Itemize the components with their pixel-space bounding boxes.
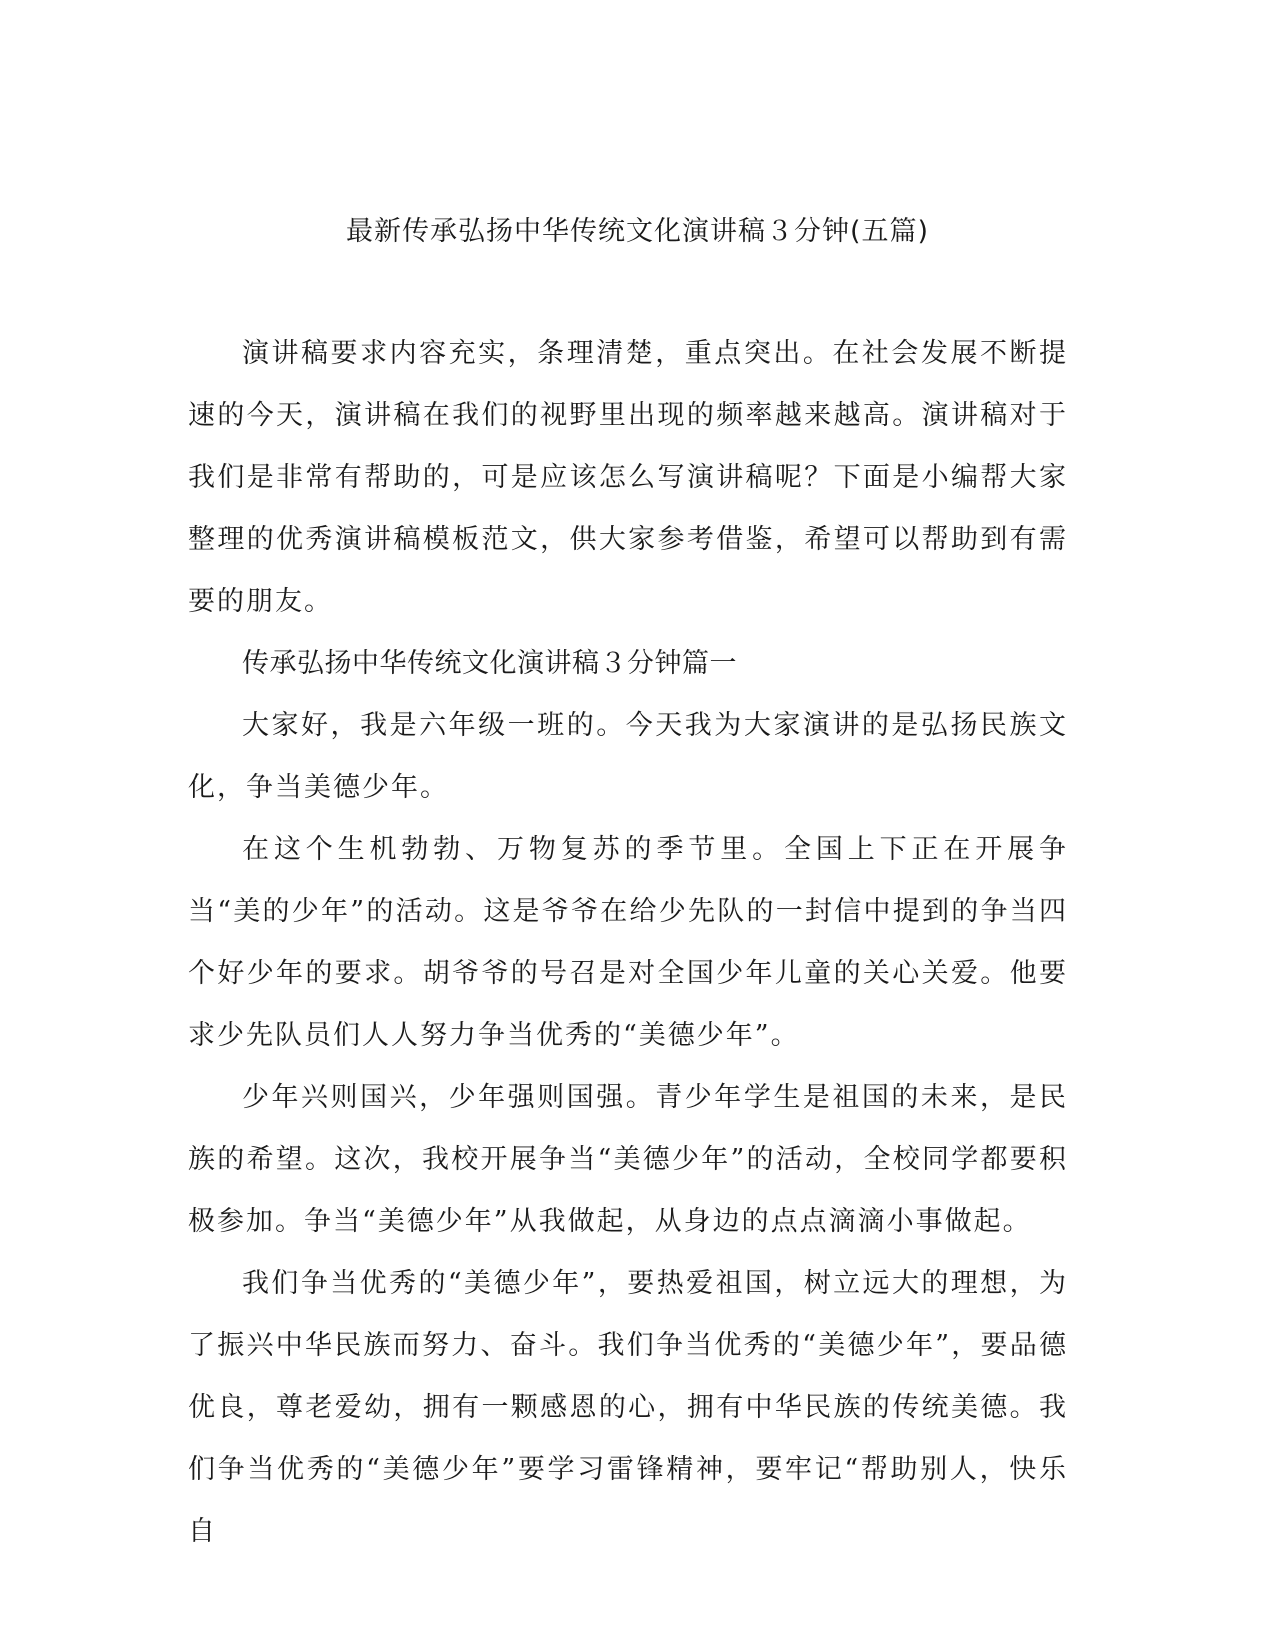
- body-paragraph: 在这个生机勃勃、万物复苏的季节里。全国上下正在开展争当“美的少年”的活动。这是爷爷在给少先队的一封信中提到的争当四个好少年的要求。胡爷爷的号召是对全国少年儿童的关心关爱。他要求少先队员们人人努力争当优秀的“美德少年”。: [188, 834, 1068, 1051]
- document-body: [188, 323, 1068, 1563]
- body-paragraph: 大家好，我是六年级一班的。今天我为大家演讲的是弘扬民族文化，争当美德少年。: [188, 710, 1068, 803]
- intro-paragraph: 演讲稿要求内容充实，条理清楚，重点突出。在社会发展不断提速的今天，演讲稿在我们的视野里出现的频率越来越高。演讲稿对于我们是非常有帮助的，可是应该怎么写演讲稿呢？下面是小编帮大家整理的优秀演讲稿模板范文，供大家参考借鉴，希望可以帮助到有需要的朋友。: [188, 338, 1068, 617]
- body-paragraph: 我们争当优秀的“美德少年”，要热爱祖国，树立远大的理想，为了振兴中华民族而努力、奋斗。我们争当优秀的“美德少年”，要品德优良，尊老爱幼，拥有一颗感恩的心，拥有中华民族的传统美德。我们争当优秀的“美德少年”要学习雷锋精神，要牢记“帮助别人，快乐自: [188, 1268, 1068, 1547]
- section-heading: 传承弘扬中华传统文化演讲稿３分钟篇一: [242, 648, 737, 679]
- body-paragraph: 少年兴则国兴，少年强则国强。青少年学生是祖国的未来，是民族的希望。这次，我校开展争当“美德少年”的活动，全校同学都要积极参加。争当“美德少年”从我做起，从身边的点点滴滴小事做起。: [188, 1082, 1068, 1237]
- document-title: 最新传承弘扬中华传统文化演讲稿３分钟(五篇): [345, 216, 930, 247]
